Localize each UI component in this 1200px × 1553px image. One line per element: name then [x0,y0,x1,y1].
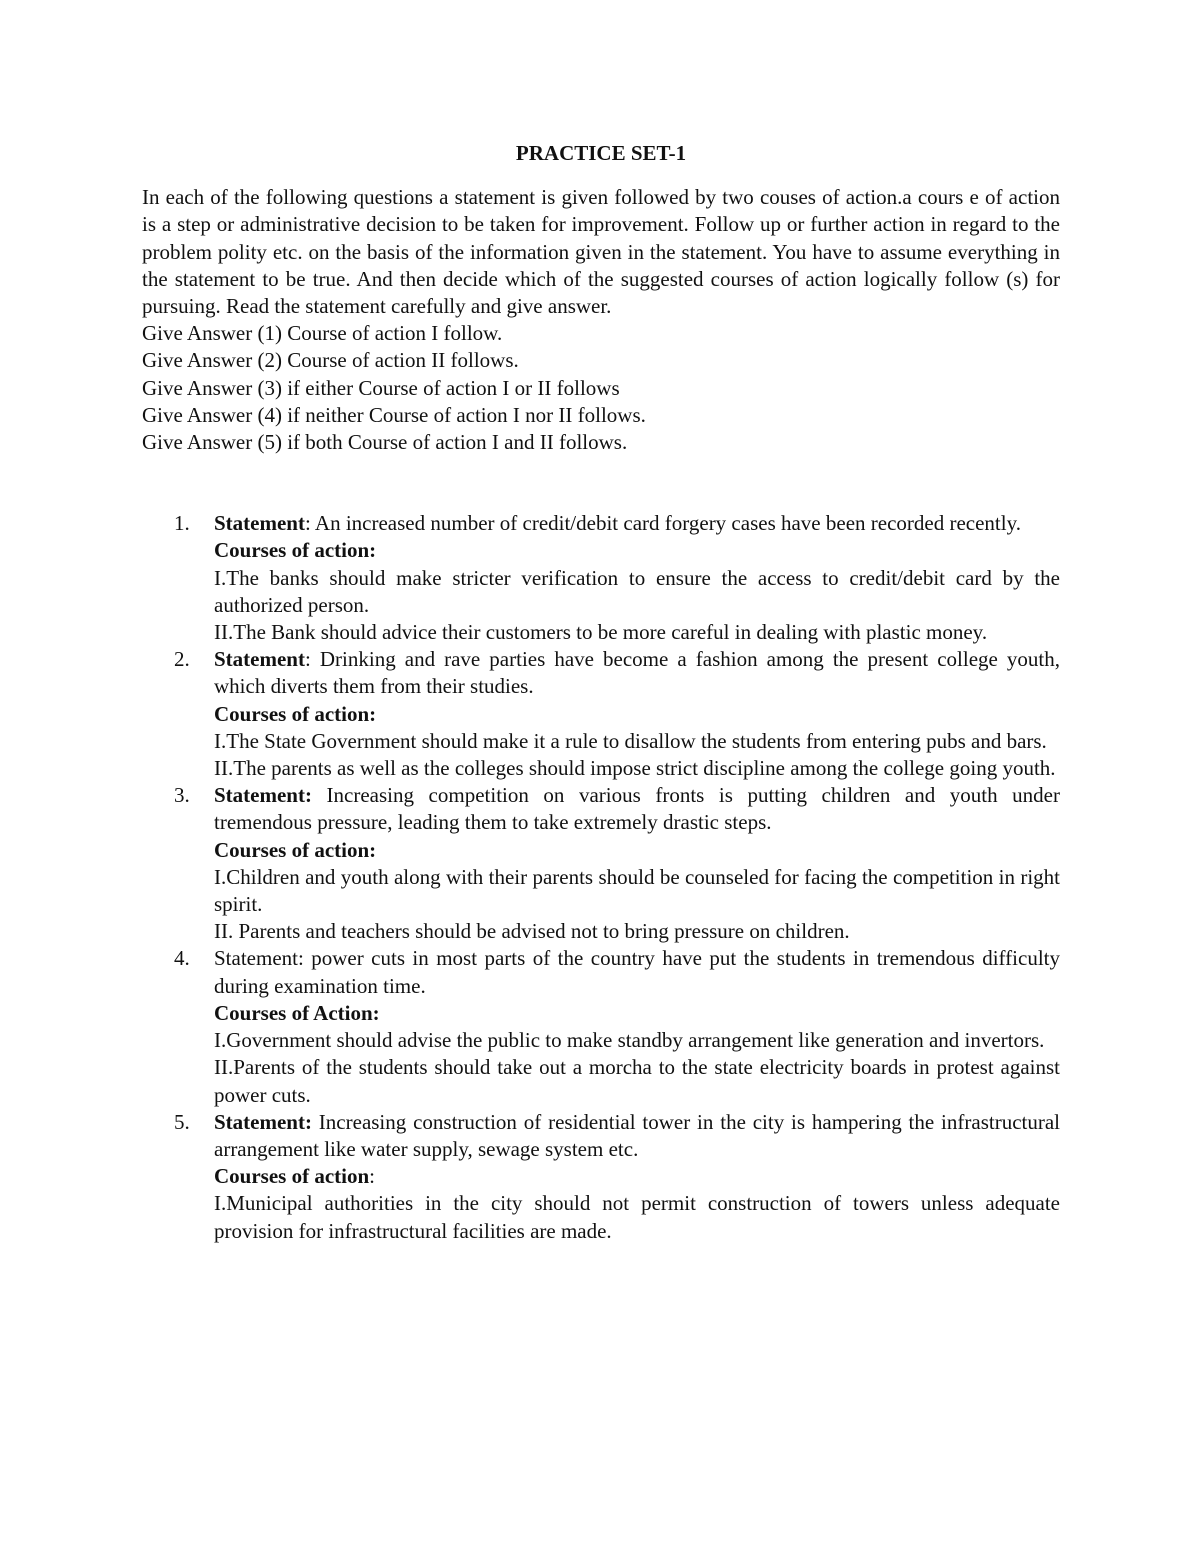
statement-text: : Drinking and rave parties have become a fashion among the present college youth, which diverts them from their studies. [214,647,1060,699]
course-of-action-1: I.Municipal authorities in the city should not permit construction of towers unless adequate provision for infrastructural facilities are made. [214,1191,1060,1243]
question-item [142,945,1060,1108]
instructions-paragraph: In each of the following questions a statement is given followed by two couses of action.a cours e of action is a step or administrative decision to be taken for improvement. Follow up or further action in regard to the problem polity etc. on the basis of the information given in the statement. You have to assume everything in the statement to be true. And then decide which of the suggested courses of action logically follow (s) for pursuing. Read the statement carefully and give answer. [142,185,1060,319]
courses-heading-colon: : [369,1164,375,1189]
question-item [142,646,1060,782]
course-of-action-1: I.Children and youth along with their parents should be counseled for facing the competition in right spirit. [214,864,1060,917]
question-statement [214,782,1060,836]
statement-text: Increasing construction of residential tower in the city is hampering the infrastructural arrangement like water supply, sewage system etc. [214,1109,1060,1161]
statement-text: Increasing competition on various fronts is putting children and youth under tremendous pressure, leading them to take extremely drastic steps. [214,783,1060,835]
courses-heading-text: Courses of action [214,1164,370,1189]
courses-heading: Courses of action: [214,538,377,563]
course-of-action-2: II. Parents and teachers should be advised not to bring pressure on children. [214,919,850,944]
question-statement [214,510,1060,537]
question-number: 1. [174,511,190,536]
courses-heading [214,1163,1060,1190]
answer-option: Give Answer (5) if both Course of action I and II follows. [142,430,628,455]
course-of-action-2: II.The parents as well as the colleges should impose strict discipline among the college going youth. [214,756,1056,781]
answer-options [142,320,1060,456]
statement-label: Statement: [214,783,312,808]
question-item [142,510,1060,646]
question-statement [214,646,1060,700]
question-number: 3. [174,783,190,808]
courses-heading: Courses of Action: [214,1000,380,1025]
question-number: 5. [174,1109,190,1134]
answer-option: Give Answer (2) Course of action II follows. [142,348,519,373]
question-statement [214,945,1060,999]
question-item [142,782,1060,945]
course-of-action-1: I.The State Government should make it a rule to disallow the students from entering pubs and bars. [214,728,1047,753]
statement-label: Statement [214,647,305,672]
question-item [142,1109,1060,1245]
statement-label: Statement [214,511,305,536]
statement-text: Statement: power cuts in most parts of the country have put the students in tremendous difficulty during examination time. [214,946,1060,998]
question-statement [214,1109,1060,1163]
course-of-action-2: II.The Bank should advice their customers to be more careful in dealing with plastic money. [214,620,988,645]
question-list [142,510,1060,1244]
statement-text: : An increased number of credit/debit card forgery cases have been recorded recently. [304,511,1021,536]
course-of-action-1: I.The banks should make stricter verification to ensure the access to credit/debit card by the authorized person. [214,565,1060,617]
answer-option: Give Answer (1) Course of action I follow. [142,321,503,346]
courses-heading: Courses of action: [214,837,377,862]
course-of-action-1: I.Government should advise the public to make standby arrangement like generation and invertors. [214,1028,1045,1053]
courses-heading: Courses of action: [214,701,377,726]
answer-option: Give Answer (4) if neither Course of action I nor II follows. [142,402,646,427]
question-number: 4. [174,946,190,971]
statement-label: Statement: [214,1109,312,1134]
page-title: PRACTICE SET-1 [515,141,687,165]
document-page [142,140,1060,1245]
question-number: 2. [174,647,190,672]
answer-option: Give Answer (3) if either Course of action I or II follows [142,375,620,400]
course-of-action-2: II.Parents of the students should take out a morcha to the state electricity boards in protest against power cuts. [214,1055,1060,1107]
